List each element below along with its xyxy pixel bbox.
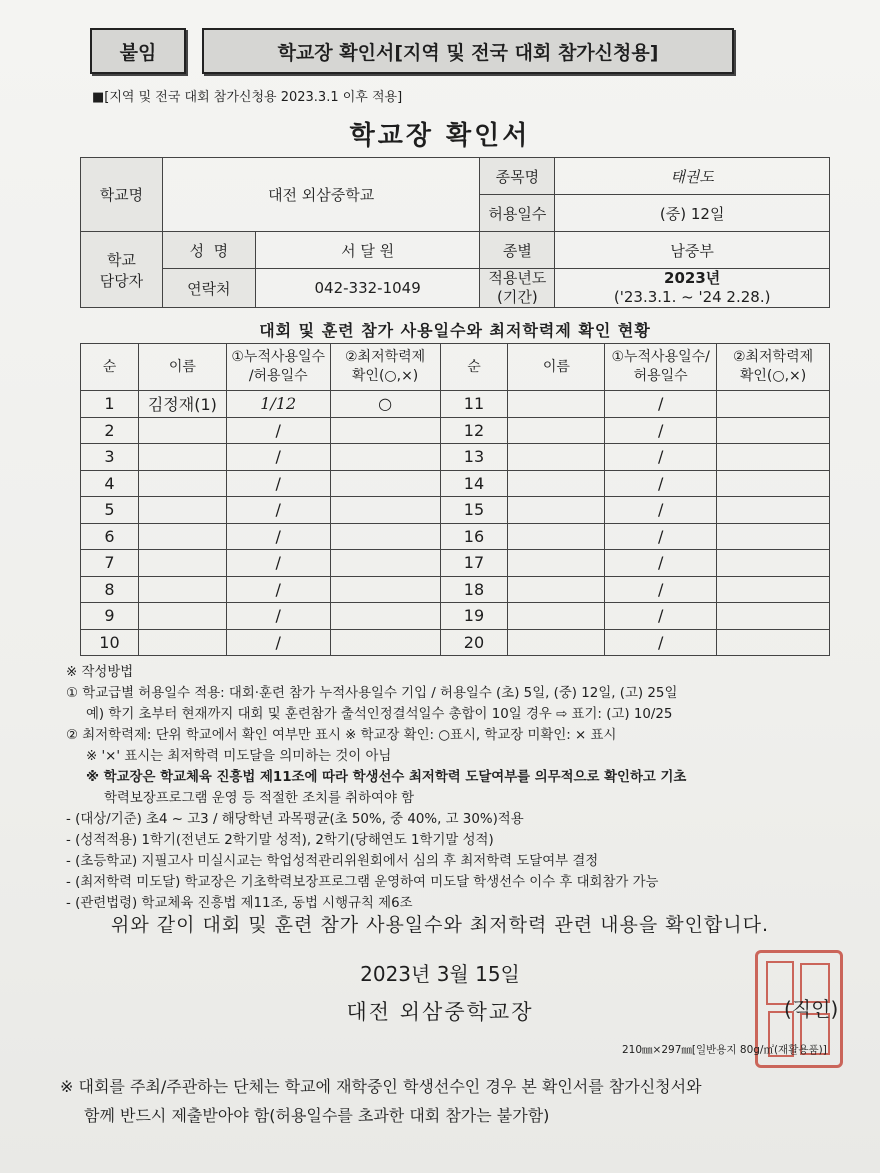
contact-label: 연락처: [162, 269, 255, 308]
row-no: 3: [81, 444, 139, 471]
principal-name: 대전 외삼중학교장: [346, 1000, 534, 1024]
row-days: /: [226, 417, 330, 444]
row-days: /: [605, 523, 717, 550]
row-days: /: [226, 470, 330, 497]
page-title: 학교장 확인서: [349, 121, 531, 151]
row-no: 18: [440, 576, 508, 603]
col-no-left: 순: [81, 344, 139, 391]
row-no: 15: [440, 497, 508, 524]
signature-date: 2023년 3월 15일: [360, 962, 520, 986]
row-days: /: [605, 576, 717, 603]
row-min: [717, 550, 830, 577]
confirmation-statement: 위와 같이 대회 및 훈련 참가 사용일수와 최저학력 관련 내용을 확인합니다.: [110, 914, 770, 936]
table-row: [81, 576, 830, 603]
col-days-right-l1: ①누적사용일수/: [611, 349, 710, 365]
row-no: 10: [81, 629, 139, 656]
row-name: [508, 550, 605, 577]
row-min: [717, 417, 830, 444]
row-name: [508, 444, 605, 471]
row-min: [330, 417, 440, 444]
row-no: 8: [81, 576, 139, 603]
row-days: /: [226, 523, 330, 550]
note-bullet-1: - (대상/기준) 초4 ~ 고3 / 해당학년 과목평균(초 50%, 중 40%, 고 30%)적용: [66, 812, 524, 827]
allowed-days-label: 허용일수: [480, 195, 555, 232]
year-value: [555, 269, 830, 308]
col-name-left: 이름: [138, 344, 226, 391]
usage-table-header: [81, 344, 830, 391]
row-days: /: [605, 629, 717, 656]
name-value: 서 달 원: [255, 232, 480, 269]
sport-value: 태권도: [555, 158, 830, 195]
row-name: [508, 576, 605, 603]
row-name: [138, 497, 226, 524]
row-name: [508, 603, 605, 630]
row-min: [717, 497, 830, 524]
col-min-left-l2: 확인(○,×): [351, 368, 419, 384]
category-label: 종별: [480, 232, 555, 269]
footer-line-2: 함께 반드시 제출받아야 함(허용일수를 초과한 대회 참가는 불가함): [84, 1106, 550, 1125]
row-days: /: [226, 576, 330, 603]
note-2b: ※ '×' 표시는 최저학력 미도달을 의미하는 것이 아님: [86, 749, 392, 764]
year-label-line1: 적용년도: [488, 269, 547, 287]
table-row: [81, 550, 830, 577]
row-days: /: [226, 629, 330, 656]
table-row: [81, 417, 830, 444]
school-label: 학교명: [81, 158, 163, 232]
row-min: [330, 470, 440, 497]
row-days: /: [605, 470, 717, 497]
footer-line-1: ※ 대회를 주최/주관하는 단체는 학교에 재학중인 학생선수인 경우 본 확인서를 참가신청서와: [60, 1077, 702, 1096]
reference-note: ■[지역 및 전국 대회 참가신청용 2023.3.1 이후 적용]: [92, 90, 403, 105]
row-no: 20: [440, 629, 508, 656]
row-days: /: [605, 417, 717, 444]
col-min-right-l1: ②최저학력제: [732, 349, 814, 365]
row-min: [330, 550, 440, 577]
footer-note: [60, 1072, 860, 1130]
col-days-left: [226, 344, 330, 391]
row-days: /: [226, 497, 330, 524]
row-no: 5: [81, 497, 139, 524]
table-row: [81, 497, 830, 524]
row-min: [330, 576, 440, 603]
row-days: /: [605, 497, 717, 524]
sport-label: 종목명: [480, 158, 555, 195]
row-min: [717, 391, 830, 418]
row-no: 11: [440, 391, 508, 418]
contact-value: 042-332-1049: [255, 269, 480, 308]
row-no: 12: [440, 417, 508, 444]
row-no: 9: [81, 603, 139, 630]
row-days: /: [226, 444, 330, 471]
note-2c: ※ 학교장은 학교체육 진흥법 제11조에 따라 학생선수 최저학력 도달여부를 의무적으로 확인하고 기초: [86, 770, 687, 785]
allowed-days-value: (중) 12일: [555, 195, 830, 232]
col-min-right: [717, 344, 830, 391]
manager-label-line1: 학교: [106, 250, 136, 269]
school-value: 대전 외삼중학교: [162, 158, 480, 232]
row-no: 1: [81, 391, 139, 418]
stamp-label: (직인): [784, 997, 839, 1021]
col-days-left-l1: ①누적사용일수: [231, 349, 326, 365]
row-name: [138, 550, 226, 577]
row-no: 17: [440, 550, 508, 577]
row-min: [330, 444, 440, 471]
year-value-line1: 2023년: [664, 269, 721, 287]
row-min: [717, 523, 830, 550]
row-no: 4: [81, 470, 139, 497]
row-days: 1/12: [226, 391, 330, 418]
row-days: /: [605, 444, 717, 471]
note-bullet-2: - (성적적용) 1학기(전년도 2학기말 성적), 2학기(당해연도 1학기말 성적): [66, 833, 494, 848]
name-label: 성 명: [162, 232, 255, 269]
note-bullet-3: - (초등학교) 지필고사 미실시교는 학업성적관리위원회에서 심의 후 최저학력 도달여부 결정: [66, 854, 599, 869]
row-days: /: [226, 603, 330, 630]
row-name: 김정재(1): [138, 391, 226, 418]
col-days-right-l2: 허용일수: [633, 368, 688, 384]
table-row: [81, 629, 830, 656]
paper-size-note: 210㎜×297㎜[일반용지 80g/㎡(재활용품)]: [622, 1044, 827, 1056]
row-min: [717, 444, 830, 471]
row-days: /: [226, 550, 330, 577]
row-min: [717, 470, 830, 497]
col-no-right: 순: [440, 344, 508, 391]
row-name: [138, 523, 226, 550]
row-name: [138, 603, 226, 630]
year-label-line2: (기간): [497, 288, 538, 306]
row-min: [330, 629, 440, 656]
row-name: [508, 497, 605, 524]
table-row: [81, 603, 830, 630]
category-value: 남중부: [555, 232, 830, 269]
note-1a: ① 학교급별 허용일수 적용: 대회·훈련 참가 누적사용일수 기입 / 허용일수 (초) 5일, (중) 12일, (고) 25일: [66, 686, 678, 701]
row-days: /: [605, 603, 717, 630]
col-days-left-l2: /허용일수: [248, 368, 308, 384]
info-table: [80, 157, 830, 308]
row-no: 16: [440, 523, 508, 550]
note-2a: ② 최저학력제: 단위 학교에서 확인 여부만 표시 ※ 학교장 확인: ○표시, 학교장 미확인: × 표시: [66, 728, 617, 743]
row-min: [330, 523, 440, 550]
row-name: [508, 417, 605, 444]
table-row: [81, 391, 830, 418]
row-name: [508, 391, 605, 418]
manager-label-line2: 담당자: [99, 271, 144, 290]
row-min: [330, 497, 440, 524]
row-name: [508, 470, 605, 497]
row-no: 7: [81, 550, 139, 577]
row-no: 19: [440, 603, 508, 630]
table-row: [81, 444, 830, 471]
row-min: ○: [330, 391, 440, 418]
note-bullet-5: - (관련법령) 학교체육 진흥법 제11조, 동법 시행규칙 제6조: [66, 896, 413, 911]
row-name: [138, 629, 226, 656]
row-min: [717, 576, 830, 603]
col-name-right: 이름: [508, 344, 605, 391]
col-min-left-l1: ②최저학력제: [345, 349, 426, 365]
row-name: [138, 470, 226, 497]
note-bullet-4: - (최저학력 미도달) 학교장은 기초학력보장프로그램 운영하여 미도달 학생선수 이수 후 대회참가 가능: [66, 875, 659, 890]
row-no: 14: [440, 470, 508, 497]
row-days: /: [605, 550, 717, 577]
status-section-title: 대회 및 훈련 참가 사용일수와 최저학력제 확인 현황: [259, 321, 651, 340]
row-no: 2: [81, 417, 139, 444]
usage-table: [80, 343, 830, 656]
attachment-tag: 붙임: [90, 28, 186, 74]
instructions: [66, 662, 846, 914]
row-days: /: [605, 391, 717, 418]
manager-label: [81, 232, 163, 308]
table-row: [81, 470, 830, 497]
row-name: [138, 576, 226, 603]
row-min: [717, 603, 830, 630]
note-1b: 예) 학기 초부터 현재까지 대회 및 훈련참가 출석인정결석일수 총합이 10일 경우 ⇨ 표기: (고) 10/25: [86, 707, 673, 722]
col-days-right: [605, 344, 717, 391]
row-name: [138, 417, 226, 444]
row-name: [138, 444, 226, 471]
col-min-left: [330, 344, 440, 391]
note-2d: 학력보장프로그램 운영 등 적절한 조치를 취하여야 함: [104, 791, 415, 806]
row-name: [508, 523, 605, 550]
year-value-line2: ('23.3.1. ~ '24 2.28.): [613, 288, 771, 306]
form-title-box: 학교장 확인서[지역 및 전국 대회 참가신청용]: [202, 28, 734, 74]
row-min: [330, 603, 440, 630]
table-row: [81, 523, 830, 550]
year-label: [480, 269, 555, 308]
notes-heading: ※ 작성방법: [66, 665, 134, 680]
row-name: [508, 629, 605, 656]
row-no: 6: [81, 523, 139, 550]
row-no: 13: [440, 444, 508, 471]
row-min: [717, 629, 830, 656]
col-min-right-l2: 확인(○,×): [739, 368, 807, 384]
